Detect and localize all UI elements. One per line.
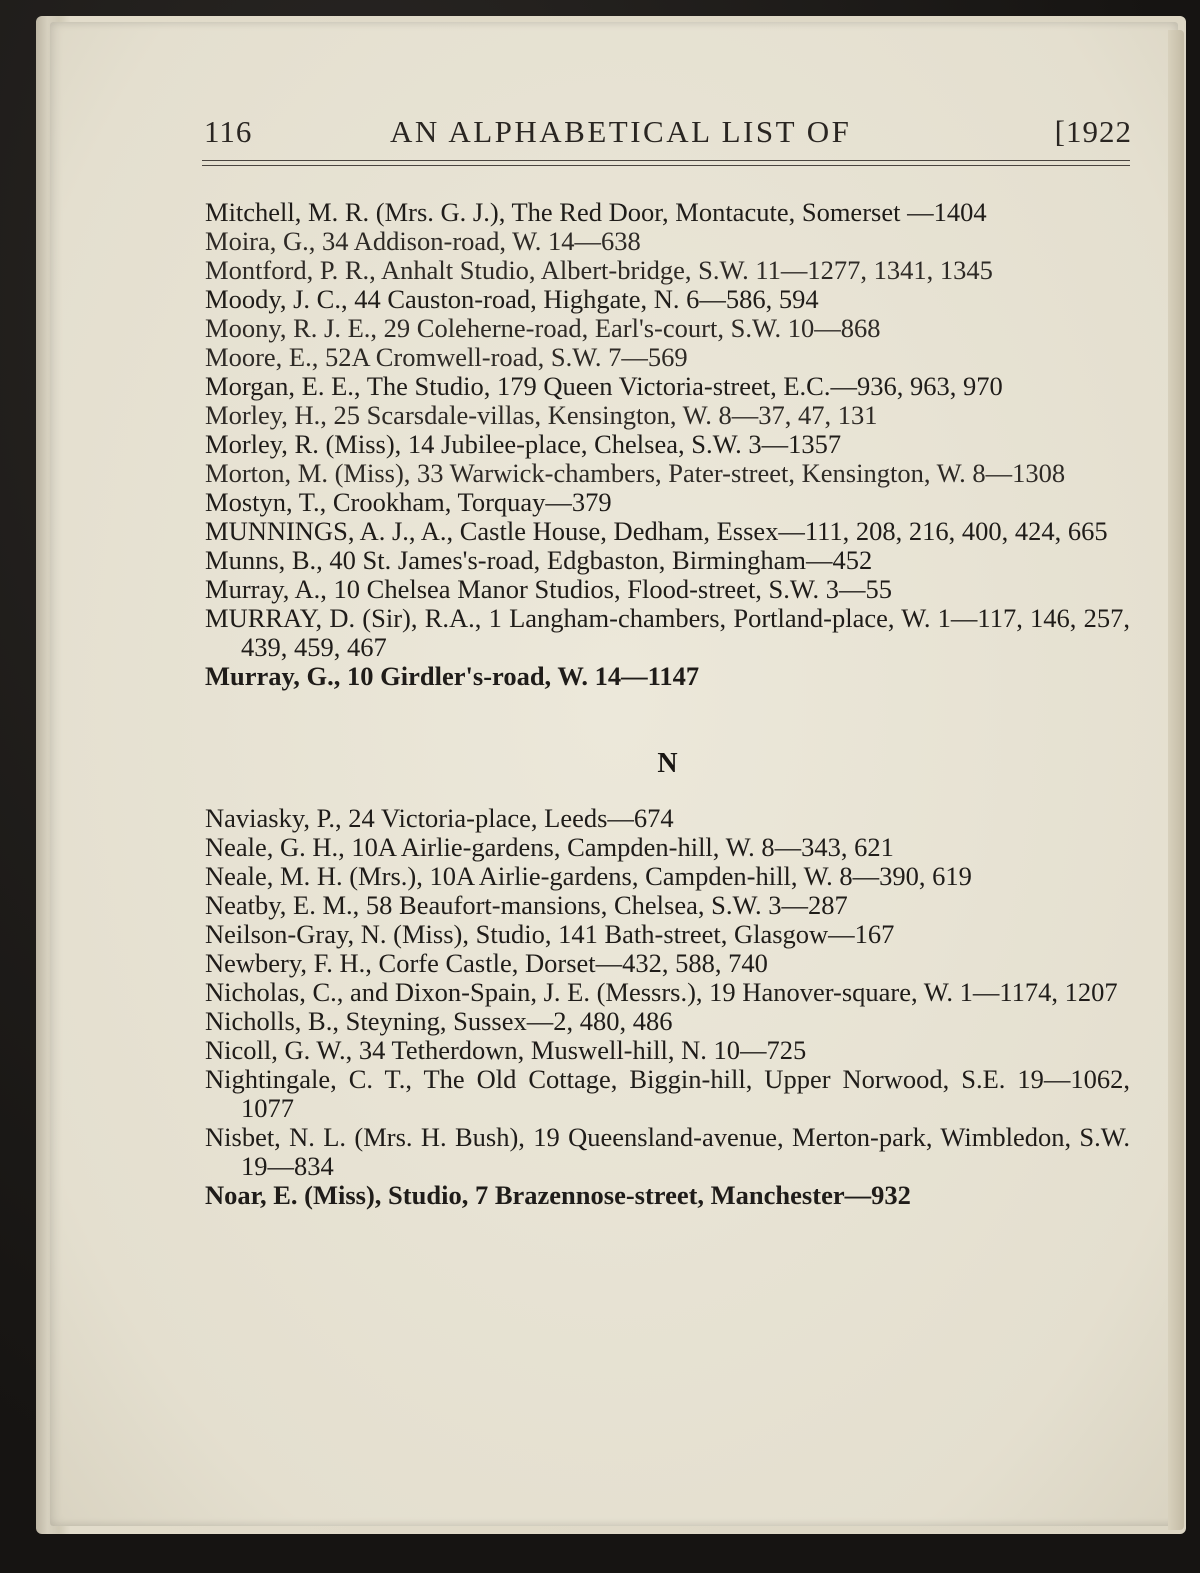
header-rule-top: [202, 160, 1130, 161]
list-item: Neatby, E. M., 58 Beaufort-mansions, Chelsea, S.W. 3—287: [205, 890, 848, 920]
header-rule-bottom: [202, 165, 1130, 166]
page-fore-edge: [1168, 30, 1184, 1530]
list-item: MUNNINGS, A. J., A., Castle House, Dedham, Essex—111, 208, 216, 400, 424, 665: [205, 516, 1108, 546]
list-item: Morgan, E. E., The Studio, 179 Queen Victoria-street, E.C.—936, 963, 970: [205, 371, 1003, 401]
list-item: Morton, M. (Miss), 33 Warwick-chambers, Pater-street, Kensington, W. 8—1308: [205, 458, 1066, 488]
list-item: Mostyn, T., Crookham, Torquay—379: [205, 487, 612, 517]
list-item: Morley, H., 25 Scarsdale-villas, Kensington, W. 8—37, 47, 131: [205, 400, 878, 430]
list-item: Nicholas, C., and Dixon-Spain, J. E. (Messrs.), 19 Hanover-square, W. 1—1174, 1207: [205, 977, 1118, 1007]
list-item: Munns, B., 40 St. James's-road, Edgbaston, Birmingham—452: [205, 545, 873, 575]
list-item: Moody, J. C., 44 Causton-road, Highgate, N. 6—586, 594: [205, 284, 819, 314]
section-letter: N: [657, 748, 678, 779]
list-item: Moore, E., 52A Cromwell-road, S.W. 7—569: [205, 342, 688, 372]
list-item: Nicholls, B., Steyning, Sussex—2, 480, 486: [205, 1006, 673, 1036]
list-item: Nicoll, G. W., 34 Tetherdown, Muswell-hill, N. 10—725: [205, 1035, 807, 1065]
list-item: Murray, G., 10 Girdler's-road, W. 14—1147: [205, 661, 700, 691]
page-title: AN ALPHABETICAL LIST OF: [390, 114, 852, 149]
list-item: Neilson-Gray, N. (Miss), Studio, 141 Bath-street, Glasgow—167: [205, 919, 895, 949]
list-item: Naviasky, P., 24 Victoria-place, Leeds—674: [205, 803, 674, 833]
list-item: Neale, M. H. (Mrs.), 10A Airlie-gardens, Campden-hill, W. 8—390, 619: [205, 861, 972, 891]
list-item: Neale, G. H., 10A Airlie-gardens, Campden-hill, W. 8—343, 621: [205, 832, 894, 862]
list-item: Mitchell, M. R. (Mrs. G. J.), The Red Door, Montacute, Somerset —1404: [205, 197, 987, 227]
list-item: MURRAY, D. (Sir), R.A., 1 Langham-chambers, Portland-place, W. 1—117, 146, 257, 439, 459, 467: [205, 603, 1130, 662]
page-number: 116: [204, 114, 253, 149]
list-item: Moony, R. J. E., 29 Coleherne-road, Earl's-court, S.W. 10—868: [205, 313, 881, 343]
list-item: Murray, A., 10 Chelsea Manor Studios, Flood-street, S.W. 3—55: [205, 574, 892, 604]
running-head: [200, 112, 1132, 152]
list-item: Moira, G., 34 Addison-road, W. 14—638: [205, 226, 641, 256]
year-marker: [1922: [1054, 114, 1132, 149]
list-item: Montford, P. R., Anhalt Studio, Albert-bridge, S.W. 11—1277, 1341, 1345: [205, 255, 993, 285]
list-item: Morley, R. (Miss), 14 Jubilee-place, Chelsea, S.W. 3—1357: [205, 429, 842, 459]
list-item: Nightingale, C. T., The Old Cottage, Biggin-hill, Upper Norwood, S.E. 19—1062, 1077: [205, 1064, 1130, 1123]
list-item: Nisbet, N. L. (Mrs. H. Bush), 19 Queensland-avenue, Merton-park, Wimbledon, S.W. 19—834: [205, 1122, 1130, 1181]
list-item: Noar, E. (Miss), Studio, 7 Brazennose-street, Manchester—932: [205, 1180, 911, 1210]
list-item: Newbery, F. H., Corfe Castle, Dorset—432, 588, 740: [205, 948, 768, 978]
artist-list: [205, 198, 1130, 1210]
